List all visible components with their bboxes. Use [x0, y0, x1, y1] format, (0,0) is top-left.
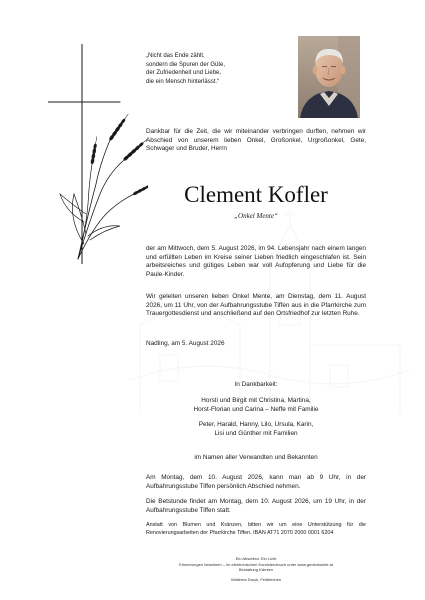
footer-line: Bestattung Kärnten [238, 567, 274, 572]
prayer-hour-paragraph: Die Betstunde findet am Montag, dem 10. August 2026, um 19 Uhr, in der Aufbahrungsstube Tiffen statt. [146, 498, 366, 514]
mourners-line: Horst-Florian und Carina – Neffe mit Familie [193, 405, 319, 413]
mourners-line: Peter, Harald, Hanny, Lilo, Ursula, Karin, [198, 421, 314, 428]
mourners-line: Lisi und Günther mit Familien [214, 429, 298, 437]
mourners-title: In Dankbarkeit: [234, 381, 278, 388]
place-date: Nadling, am 5. August 2026 [146, 340, 225, 347]
thanks-paragraph: Dankbar für die Zeit, die wir miteinander verbringen durften, nehmen wir Abschied von unserem lieben Onkel, Großonkel, Urgroßonkel, Gete, Schwager und Bruder, Herrn [146, 128, 366, 153]
quote-line: „Nicht das Ende zählt, [146, 53, 205, 59]
footer [146, 556, 366, 582]
quote-line: die ein Mensch hinterlässt.“ [146, 78, 220, 85]
portrait-photo [298, 36, 360, 118]
mourners-group [146, 397, 366, 414]
donation-paragraph: Anstatt von Blumen und Kränzen, bitten wir um eine Unterstützung für die Renovierungsarbeiten der Pfarrkirche Tiffen. IBAN AT71 2070 2000 0001 6204 [146, 522, 366, 536]
mourners-line: im Namen aller Verwandten und Bekannten [194, 454, 318, 461]
memorial-quote [146, 52, 286, 86]
mourners-line: Horsti und Birgit mit Christina, Martina, [201, 397, 311, 404]
mourners-group [146, 454, 366, 463]
footer-line: Erinnerungen bewahren – im elektronischen Kondolenzbuch unter www.gedenkseite.at [179, 561, 333, 567]
funeral-paragraph: Wir geleiten unseren lieben Onkel Mente, am Dienstag, dem 11. August 2026, um 11 Uhr, von der Aufbahrungsstube Tiffen aus in die Pfarrkirche zum Trauergottesdienst und anschließend auf den Ortsfriedhof zur letzten Ruhe. [146, 293, 366, 318]
cross-with-wheat-icon [48, 44, 148, 264]
mourners-group [146, 421, 366, 438]
quote-line: sondern die Spuren der Güte, [146, 61, 226, 68]
footer-line: Ein Abschied. Ein Licht [235, 556, 277, 561]
quote-line: der Zufriedenheit und Liebe, [146, 70, 222, 76]
footer-printer: Wallerna Druck, Feldkirchen [230, 576, 282, 582]
death-notice-paragraph: der am Mittwoch, dem 5. August 2026, im 94. Lebensjahr nach einem langen und erfüllten Leben im Kreise seiner Lieben friedlich eingeschlafen ist. Sein arbeitsreiches und gütiges Leben war voll Aufopferung und Liebe für die Paule-Kinder. [146, 245, 366, 278]
deceased-name: Clement Kofler [184, 182, 328, 207]
viewing-paragraph: Am Montag, dem 10. August 2026, kann man ab 9 Uhr, in der Aufbahrungsstube Tiffen persönlich Abschied nehmen. [146, 474, 366, 490]
deceased-nickname: „Onkel Mente“ [234, 212, 278, 220]
